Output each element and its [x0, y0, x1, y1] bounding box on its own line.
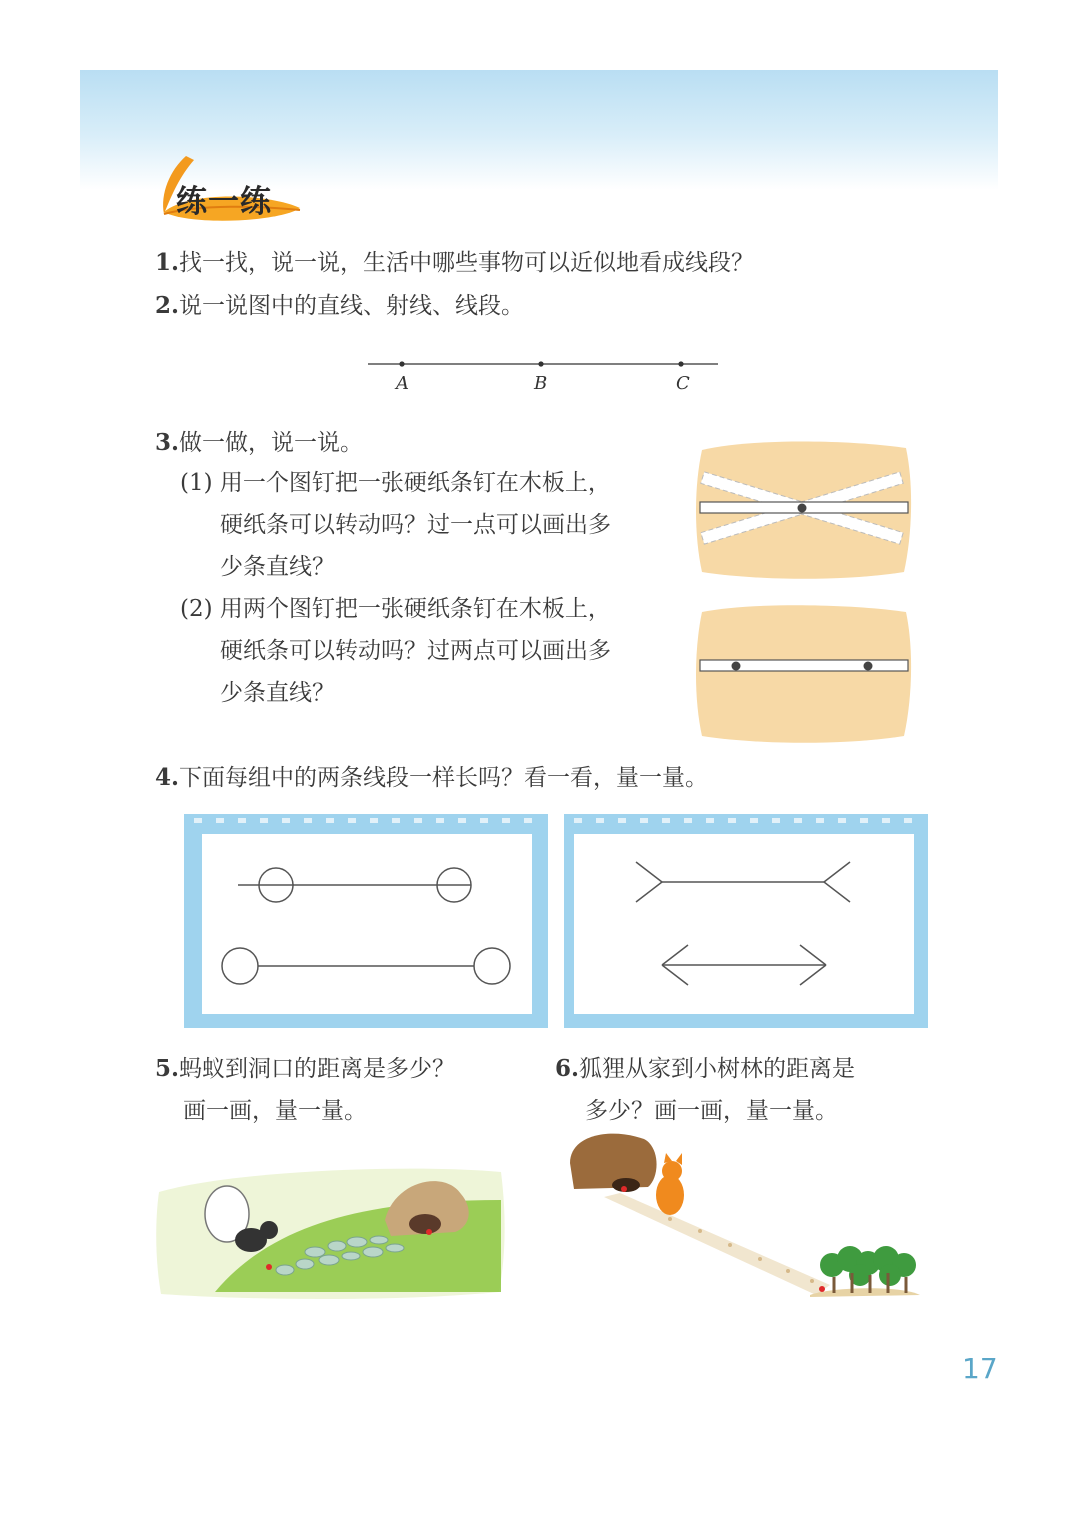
hole-icon — [409, 1214, 441, 1234]
question-text: 蚂蚁到洞口的距离是多少？ — [179, 1056, 456, 1082]
label-b: B — [534, 373, 548, 394]
question-number: 3. — [155, 429, 180, 456]
q3-part1-line2: 硬纸条可以转动吗？过一点可以画出多 — [220, 512, 611, 538]
question-1 — [155, 242, 754, 284]
question-text: 做一做，说一说。 — [179, 430, 364, 456]
question-number: 4. — [155, 764, 180, 791]
q3-part1-line3: 少条直线？ — [220, 554, 335, 580]
pin-icon — [864, 662, 873, 671]
question-number: 5. — [155, 1055, 180, 1082]
fox-home-icon — [570, 1134, 657, 1189]
question-text: 狐狸从家到小树林的距离是 — [579, 1056, 856, 1082]
ant-hole-illustration — [155, 1160, 507, 1300]
point-b — [538, 361, 543, 366]
label-c: C — [676, 373, 690, 394]
question-text: 找一找，说一说，生活中哪些事物可以近似地看成线段？ — [179, 250, 755, 276]
pin-icon — [798, 504, 807, 513]
pin-icon — [732, 662, 741, 671]
illusion-frame-arrows — [562, 812, 930, 1030]
point-a — [399, 361, 404, 366]
question-6 — [555, 1048, 855, 1090]
question-number: 6. — [555, 1055, 580, 1082]
board-one-pin-illustration — [692, 436, 916, 582]
question-6-line2: 多少？画一画，量一量。 — [585, 1098, 838, 1124]
fox-path-illustration — [560, 1125, 926, 1305]
question-2 — [155, 285, 524, 327]
point-c — [678, 361, 683, 366]
question-5 — [155, 1048, 455, 1090]
q3-part2-line1: (2) 用两个图钉把一张硬纸条钉在木板上， — [180, 596, 611, 622]
illusion-frame-circles — [182, 812, 550, 1030]
q3-part2-line3: 少条直线？ — [220, 680, 335, 706]
section-title: 练一练 — [176, 184, 272, 220]
page-number: 17 — [962, 1352, 998, 1385]
question-number: 2. — [155, 292, 180, 319]
circle-end — [474, 948, 510, 984]
circle-end — [222, 948, 258, 984]
q3-part1-line1: (1) 用一个图钉把一张硬纸条钉在木板上， — [180, 470, 611, 496]
question-3 — [155, 422, 363, 464]
board-two-pins-illustration — [692, 600, 916, 746]
label-a: A — [396, 373, 409, 394]
question-text: 说一说图中的直线、射线、线段。 — [179, 293, 525, 319]
fox-icon — [656, 1153, 684, 1215]
question-5-line2: 画一画，量一量。 — [183, 1098, 367, 1124]
question-number: 1. — [155, 249, 180, 276]
question-text: 下面每组中的两条线段一样长吗？看一看，量一量。 — [179, 765, 709, 791]
question-4 — [155, 757, 708, 799]
q3-part2-line2: 硬纸条可以转动吗？过两点可以画出多 — [220, 638, 611, 664]
